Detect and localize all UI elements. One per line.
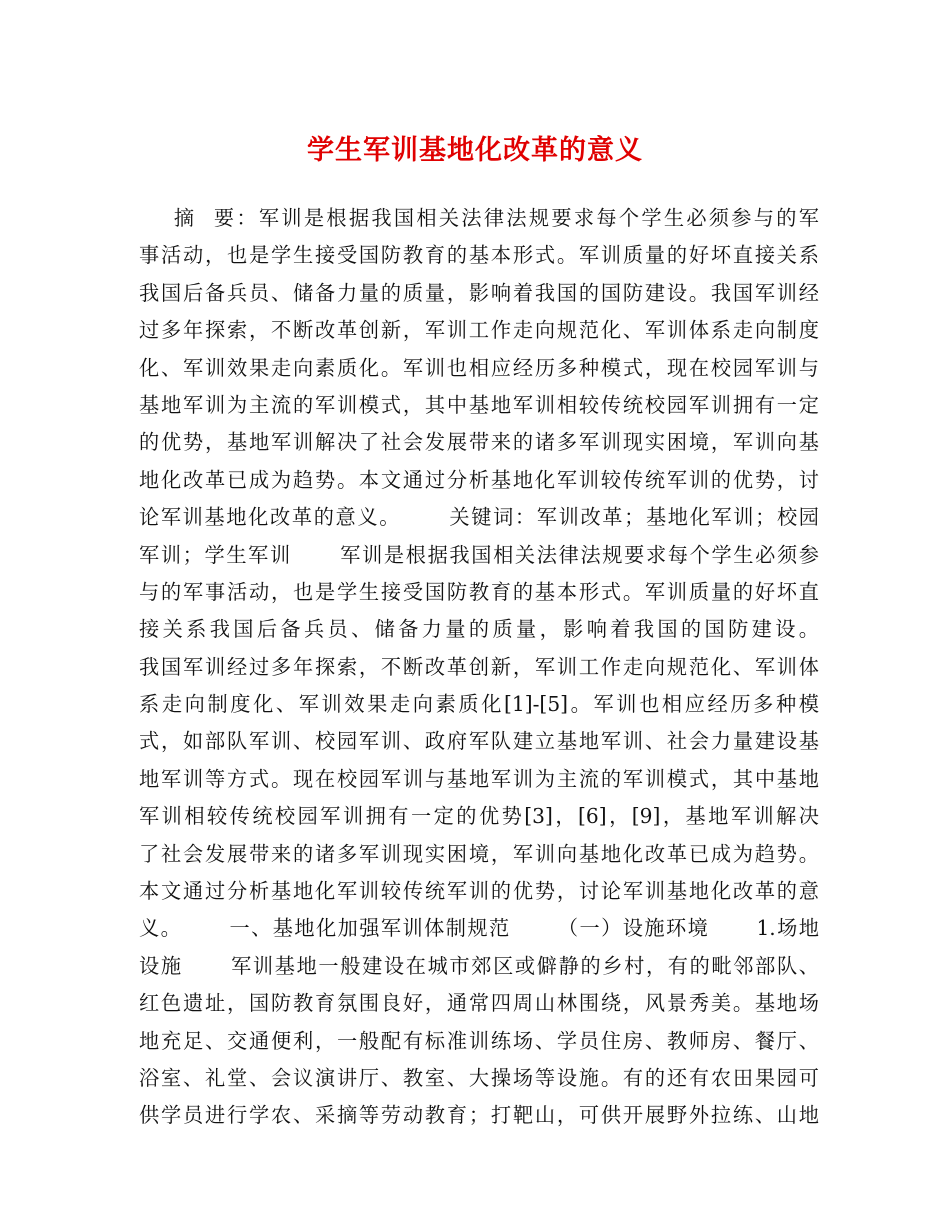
document-title: 学生军训基地化改革的意义	[307, 135, 643, 166]
body-line: 本文通过分析基地化军训较传统军训的优势，讨论军训基地化改革的意	[139, 879, 819, 904]
body-line: 军训相较传统校园军训拥有一定的优势[3]，[6]，[9]，基地军训解决	[139, 804, 819, 829]
body-line: 我国军训经过多年探索，不断改革创新，军训工作走向规范化、军训体	[139, 654, 819, 679]
body-line: 地化改革已成为趋势。本文通过分析基地化军训较传统军训的优势，讨	[139, 467, 819, 492]
body-line: 供学员进行学农、采摘等劳动教育；打靶山，可供开展野外拉练、山地	[139, 1103, 819, 1128]
body-line: 接关系我国后备兵员、储备力量的质量，影响着我国的国防建设。	[139, 617, 819, 642]
body-line: 事活动，也是学生接受国防教育的基本形式。军训质量的好坏直接关系	[139, 243, 819, 268]
body-line: 红色遗址，国防教育氛围良好，通常四周山林围绕，风景秀美。基地场	[139, 991, 819, 1016]
body-line: 了社会发展带来的诸多军训现实困境，军训向基地化改革已成为趋势。	[139, 841, 819, 866]
body-line: 基地军训为主流的军训模式，其中基地军训相较传统校园军训拥有一定	[139, 392, 819, 417]
body-line: 设施 军训基地一般建设在城市郊区或僻静的乡村，有的毗邻部队、	[139, 953, 819, 978]
body-line: 我国后备兵员、储备力量的质量，影响着我国的国防建设。我国军训经	[139, 280, 819, 305]
body-line: 地充足、交通便利，一般配有标准训练场、学员住房、教师房、餐厅、	[139, 1028, 819, 1053]
body-line: 论军训基地化改革的意义。 关键词：军训改革；基地化军训；校园	[139, 505, 819, 530]
body-line: 浴室、礼堂、会议演讲厅、教室、大操场等设施。有的还有农田果园可	[139, 1065, 819, 1090]
body-line: 军训；学生军训 军训是根据我国相关法律法规要求每个学生必须参	[139, 542, 819, 567]
body-line: 的优势，基地军训解决了社会发展带来的诸多军训现实困境，军训向基	[139, 430, 819, 455]
body-line: 系走向制度化、军训效果走向素质化[1]-[5]。军训也相应经历多种模	[139, 692, 819, 717]
body-line: 式，如部队军训、校园军训、政府军队建立基地军训、社会力量建设基	[139, 729, 819, 754]
body-line: 摘 要：军训是根据我国相关法律法规要求每个学生必须参与的军	[139, 206, 819, 230]
body-line: 过多年探索，不断改革创新，军训工作走向规范化、军训体系走向制度	[139, 318, 819, 343]
body-line: 地军训等方式。现在校园军训与基地军训为主流的军训模式，其中基地	[139, 766, 819, 791]
body-line: 与的军事活动，也是学生接受国防教育的基本形式。军训质量的好坏直	[139, 579, 819, 604]
body-line: 化、军训效果走向素质化。军训也相应经历多种模式，现在校园军训与	[139, 355, 819, 380]
document-body	[139, 200, 819, 1135]
body-line: 义。 一、基地化加强军训体制规范 （一）设施环境 1.场地	[139, 916, 819, 941]
